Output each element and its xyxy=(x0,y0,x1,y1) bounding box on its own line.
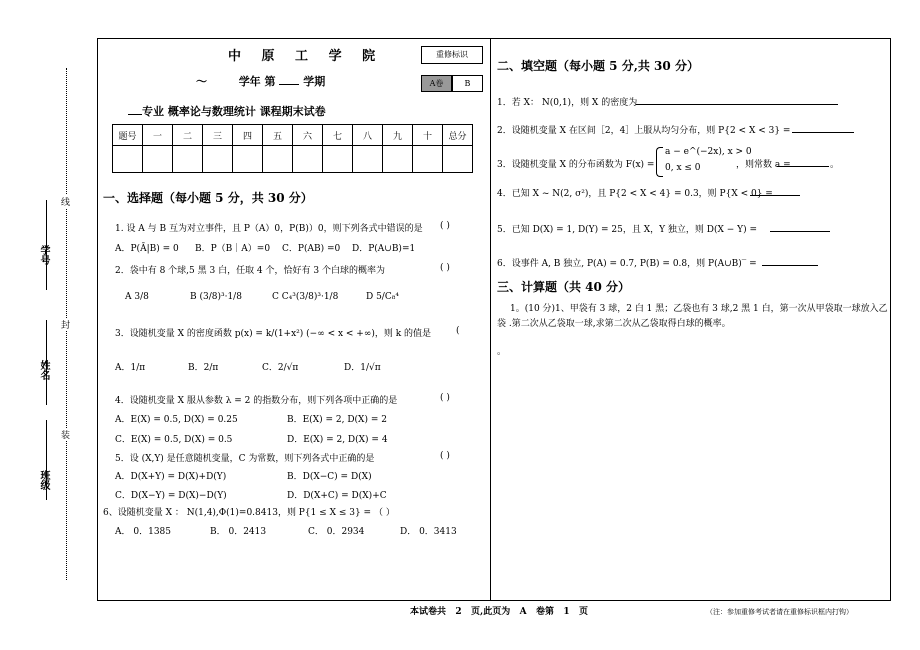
s1-q2-option-c: C C₄³(3/8)³·1/8 xyxy=(272,292,339,302)
s1-q3-option-b: B．2/π xyxy=(188,363,219,373)
s1-q3-option-d: D．1/√π xyxy=(344,363,381,373)
s3-q1-line1: 1。(10 分)1、甲袋有 3 球，2 白 1 黑；乙袋也有 3 球,2 黑 1 白，第一次从甲袋取一球放入乙 xyxy=(510,304,888,314)
s1-q4-blank: ( ) xyxy=(440,393,450,403)
score-header: 题号 xyxy=(113,125,143,146)
s1-q4-option-b: B．E(X) = 2, D(X) = 2 xyxy=(287,415,387,425)
s2-q3-brace xyxy=(656,147,663,177)
s1-q2-text: 2．袋中有 8 个球,5 黑 3 白，任取 4 个，恰好有 3 个白球的概率为 xyxy=(115,266,385,276)
s1-q1-blank: ( ) xyxy=(440,221,450,231)
s1-q1-option-a: A．P(Ā|B) = 0 xyxy=(115,244,179,254)
s1-q6-option-a: A． 0．1385 xyxy=(115,527,171,537)
s2-q3-post: ，则常数 a = xyxy=(736,160,791,170)
s1-q5-option-a: A．D(X+Y) = D(X)+D(Y) xyxy=(115,472,227,482)
section1-title: 一、选择题（每小题 5 分，共 30 分） xyxy=(103,191,313,205)
section3-title: 三、计算题（共 40 分） xyxy=(497,280,631,294)
s1-q3-option-c: C．2/√π xyxy=(262,363,299,373)
column-divider xyxy=(490,38,491,601)
s1-q4-option-c: C．E(X) = 0.5, D(X) = 0.5 xyxy=(115,435,233,445)
s1-q5-option-c: C．D(X−Y) = D(X)−D(Y) xyxy=(115,491,227,501)
class-label: 班级 xyxy=(38,470,49,490)
score-cell[interactable] xyxy=(233,146,263,173)
score-header: 三 xyxy=(203,125,233,146)
s1-q2-option-b: B (3/8)³·1/8 xyxy=(190,292,242,302)
score-cell[interactable] xyxy=(203,146,233,173)
s2-q2-text: 2．设随机变量 X 在区间［2，4］上服从均匀分布，则 P{2 < X < 3} = xyxy=(497,126,791,136)
s1-q1-option-d: D．P(A∪B)=1 xyxy=(352,244,416,254)
s1-q4-option-d: D．E(X) = 2, D(X) = 4 xyxy=(287,435,388,445)
year-mid: 学年 第 xyxy=(238,75,276,88)
s2-q4-answer-line[interactable] xyxy=(750,195,800,196)
score-cell[interactable] xyxy=(413,146,443,173)
s1-q2-blank: ( ) xyxy=(440,263,450,273)
s2-q3-case1: a − e^(−2x), x > 0 xyxy=(665,147,752,157)
score-header: 七 xyxy=(323,125,353,146)
score-header: 二 xyxy=(173,125,203,146)
score-table xyxy=(112,124,473,173)
s1-q4-text: 4．设随机变量 X 服从参数 λ = 2 的指数分布，则下列各项中正确的是 xyxy=(115,396,398,406)
score-header: 十 xyxy=(413,125,443,146)
paper-b-box[interactable]: B xyxy=(452,75,483,92)
s2-q4-text: 4．已知 X ~ N(2, σ²)，且 P{2 < X < 4} = 0.3，则 P{X < 0} = xyxy=(497,189,773,199)
paper-a-box[interactable]: A卷 xyxy=(421,75,452,92)
score-header: 六 xyxy=(293,125,323,146)
name-label: 姓名 xyxy=(38,360,49,380)
s2-q3-text: 3．设随机变量 X 的分布函数为 F(x) = xyxy=(497,160,655,170)
s1-q1-text: 1. 设 A 与 B 互为对立事件，且 P（A）0，P(B)）0，则下列各式中错误的是 xyxy=(115,224,423,234)
s1-q5-option-d: D．D(X+C) = D(X)+C xyxy=(287,491,387,501)
s1-q6-option-c: C． 0．2934 xyxy=(308,527,365,537)
student-id-label: 学号 xyxy=(38,245,49,265)
page-info: 本试卷共 2 页,此页为 A 卷第 1 页 xyxy=(410,607,589,617)
s2-q6-answer-line[interactable] xyxy=(762,265,818,266)
score-header: 一 xyxy=(143,125,173,146)
retake-note: （注：参加重修考试者请在重修标识框内打钩） xyxy=(706,608,853,616)
score-cell[interactable] xyxy=(263,146,293,173)
s1-q5-option-b: B．D(X−C) = D(X) xyxy=(287,472,372,482)
s3-q1-line2: 袋 .第二次从乙袋取一球,求第二次从乙袋取得白球的概率。 xyxy=(497,319,731,329)
score-cell[interactable] xyxy=(113,146,143,173)
course-title: 专业 概率论与数理统计 课程期末试卷 xyxy=(142,105,326,118)
school-name: 中 原 工 学 院 xyxy=(228,49,384,64)
academic-year-line xyxy=(196,73,325,89)
score-cell[interactable] xyxy=(443,146,473,173)
s1-q2-option-a: A 3/8 xyxy=(125,292,149,302)
s2-q2-answer-line[interactable] xyxy=(792,132,854,133)
s2-q6-text: 6．设事件 A, B 独立, P(A) = 0.7, P(B) = 0.8，则 P(A∪B)‾ = xyxy=(497,259,757,269)
s1-q1-option-c: C．P(AB) =0 xyxy=(282,244,341,254)
score-cell[interactable] xyxy=(293,146,323,173)
s3-mark: 。 xyxy=(497,347,507,357)
s1-q5-blank: ( ) xyxy=(440,451,450,461)
score-cell[interactable] xyxy=(143,146,173,173)
score-cell[interactable] xyxy=(173,146,203,173)
s2-q1-answer-line[interactable] xyxy=(636,104,838,105)
score-header: 总分 xyxy=(443,125,473,146)
s1-q3-option-a: A．1/π xyxy=(115,363,146,373)
course-line xyxy=(128,103,326,119)
s1-q2-option-d: D 5/C₈⁴ xyxy=(366,292,399,302)
score-table-value-row xyxy=(113,146,473,173)
score-cell[interactable] xyxy=(323,146,353,173)
s1-q6-option-b: B． 0．2413 xyxy=(210,527,267,537)
term-suffix: 学期 xyxy=(303,75,326,88)
s2-q5-text: 5．已知 D(X) = 1, D(Y) = 25，且 X，Y 独立，则 D(X − Y) = xyxy=(497,225,758,235)
retake-mark-box[interactable]: 重修标识 xyxy=(421,46,483,64)
s2-q5-answer-line[interactable] xyxy=(770,231,830,232)
s1-q1-option-b: B．P（B｜A）=0 xyxy=(195,244,271,254)
binding-bind-char: 装 xyxy=(61,428,70,441)
binding-seal-char: 封 xyxy=(61,318,70,331)
s2-q3-answer-line[interactable] xyxy=(777,166,829,167)
section2-title: 二、填空题（每小题 5 分,共 30 分） xyxy=(497,59,699,73)
score-header: 八 xyxy=(353,125,383,146)
s2-q3-case2: 0, x ≤ 0 xyxy=(665,163,701,173)
binding-line-char: 线 xyxy=(61,195,70,208)
year-prefix: ～ xyxy=(196,75,207,88)
s1-q3-blank: ( xyxy=(456,326,460,336)
score-header: 五 xyxy=(263,125,293,146)
s1-q5-text: 5．设 (X,Y) 是任意随机变量，C 为常数，则下列各式中正确的是 xyxy=(115,454,375,464)
score-cell[interactable] xyxy=(353,146,383,173)
score-table-header-row xyxy=(113,125,473,146)
s1-q4-option-a: A．E(X) = 0.5, D(X) = 0.25 xyxy=(115,415,238,425)
s1-q6-option-d: D． 0．3413 xyxy=(400,527,457,537)
s2-q1-text: 1．若 X： N(0,1)，则 X 的密度为 xyxy=(497,98,638,108)
score-header: 四 xyxy=(233,125,263,146)
score-cell[interactable] xyxy=(383,146,413,173)
s1-q3-text: 3．设随机变量 X 的密度函数 p(x) = k/(1+x²) (−∞ < x < +∞)，则 k 的值是 xyxy=(115,329,432,339)
s1-q6-text: 6、设随机变量 X ： N(1,4),Φ(1)=0.8413，则 P{1 ≤ X ≤ 3} = （ ） xyxy=(103,508,395,518)
s2-q3-end: 。 xyxy=(830,160,840,170)
score-header: 九 xyxy=(383,125,413,146)
